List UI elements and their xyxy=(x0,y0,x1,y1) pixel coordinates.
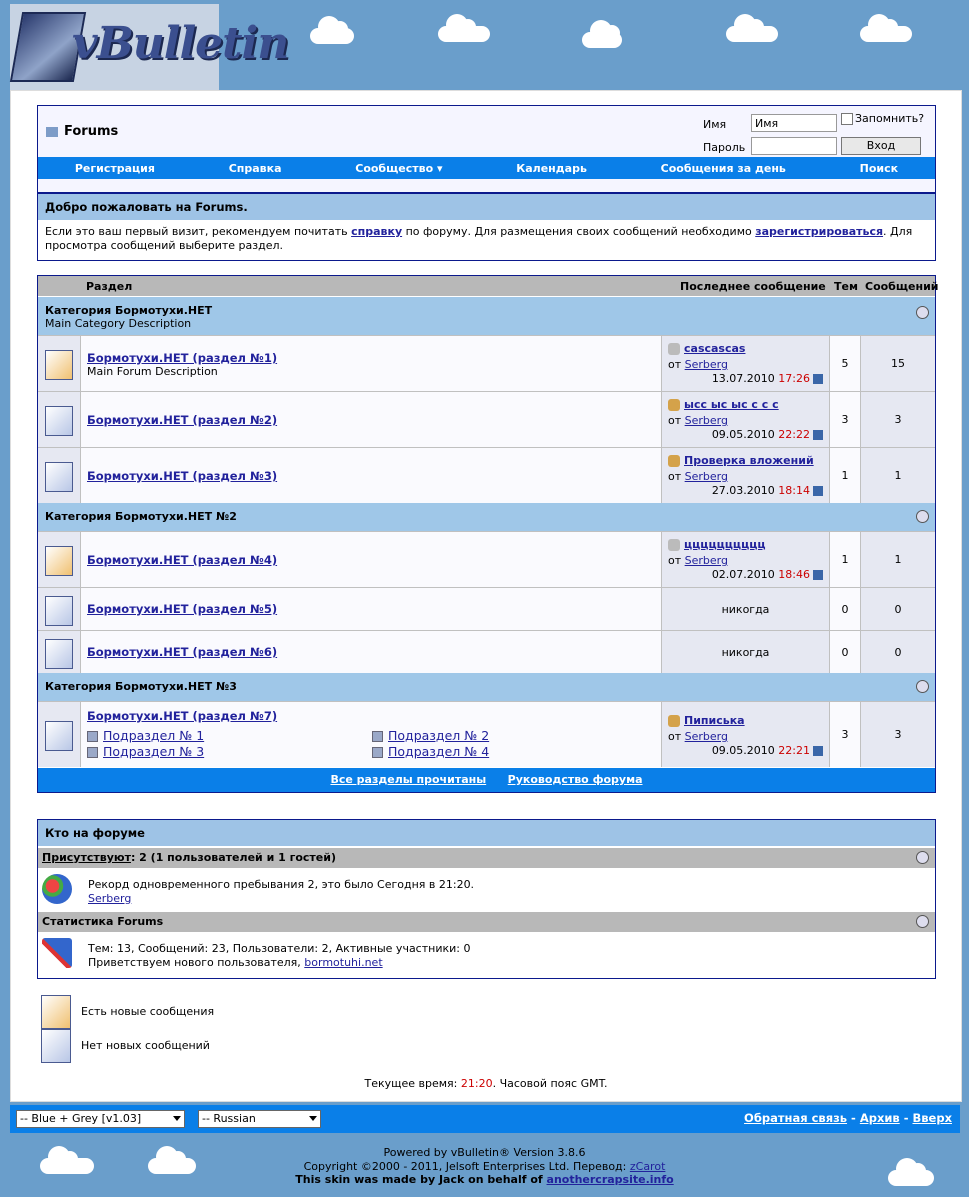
subforum-icon xyxy=(372,747,383,758)
chevron-down-icon xyxy=(309,1116,317,1121)
nav-community[interactable]: Сообщество ▾ xyxy=(355,161,443,175)
post-count: 0 xyxy=(894,602,902,616)
remember-checkbox[interactable] xyxy=(841,113,853,125)
record-user-link[interactable]: Serberg xyxy=(88,892,132,905)
post-icon xyxy=(668,539,680,551)
thread-count: 0 xyxy=(841,645,849,659)
cloud-decoration xyxy=(438,26,490,42)
forum-row: Бормотухи.НЕТ (раздел №7) Подраздел № 1 Подраздел № 2 Подраздел № 3 Подраздел № 4 Пиписька от Serberg 09.05.2010 22:21 3 3 xyxy=(38,701,935,767)
forum-no-new-posts-icon xyxy=(45,406,73,436)
subforum-link: Подраздел № 2 xyxy=(372,728,489,743)
password-input[interactable] xyxy=(751,137,837,155)
thread-count: 1 xyxy=(841,469,849,482)
forum-row: Бормотухи.НЕТ (раздел №1) Main Forum Description cascascas от Serberg 13.07.2010 17:26 5 15 xyxy=(38,335,935,392)
cloud-decoration xyxy=(582,32,622,48)
style-select[interactable]: -- Blue + Grey [v1.03] xyxy=(16,1110,185,1128)
nav-search[interactable]: Поиск xyxy=(859,161,899,175)
go-to-last-post-icon[interactable] xyxy=(813,746,823,756)
category-header xyxy=(38,297,935,335)
no-new-posts-legend-icon xyxy=(41,1029,71,1063)
subforum-icon xyxy=(372,731,383,742)
forum-no-new-posts-icon xyxy=(45,596,73,626)
welcome-title: Добро пожаловать на Forums. xyxy=(38,194,935,220)
subforum-link: Подраздел № 1 xyxy=(87,728,204,743)
category-title[interactable]: Категория Бормотухи.НЕТ xyxy=(45,304,213,317)
forum-new-posts-icon xyxy=(45,350,73,380)
col-threads: Тем xyxy=(834,280,858,293)
stats-row xyxy=(38,912,935,932)
present-link[interactable]: Присутствуют xyxy=(42,851,131,864)
forum-row xyxy=(38,587,935,631)
vbulletin-logo[interactable] xyxy=(10,4,289,90)
last-post-link[interactable]: ысс ыс ыс с с с xyxy=(684,398,779,411)
last-post-link[interactable]: Пиписька xyxy=(684,714,745,727)
forum-footer-links xyxy=(38,768,935,792)
col-last-post: Последнее сообщение xyxy=(680,280,826,293)
subforum-link: Подраздел № 4 xyxy=(372,744,489,759)
record-text: Рекорд одновременного пребывания 2, это было Сегодня в 21:20. xyxy=(88,878,475,891)
bottom-bar xyxy=(10,1105,960,1133)
collapse-icon[interactable] xyxy=(916,915,929,928)
forums-title[interactable]: Forums xyxy=(46,124,118,139)
forum-new-posts-icon xyxy=(45,546,73,576)
forum-home-icon xyxy=(46,127,58,137)
new-posts-legend-icon xyxy=(41,995,71,1029)
forum-list xyxy=(37,275,939,793)
remember-me[interactable]: Запомнить? xyxy=(841,112,924,125)
thread-count: 3 xyxy=(841,727,849,741)
login-form xyxy=(703,110,931,156)
collapse-icon[interactable] xyxy=(916,851,929,864)
bottom-links: Обратная связь - Архив - Вверх xyxy=(744,1111,952,1125)
post-count: 1 xyxy=(894,553,902,566)
whos-online-box: Кто на форуме Присутствуют: 2 (1 пользователей и 1 гостей) Рекорд одновременного пребывания 2, это было Сегодня в 21:20. Serberg Статистика Forums Тем: 13, Сообщений: 23, Пользователи: 2, Активные участники: 0 Приветствуем нового пользователя, bormotuhi.net xyxy=(37,819,936,979)
col-forum: Раздел xyxy=(86,280,133,293)
subforum-icon xyxy=(87,731,98,742)
last-post-never: никогда xyxy=(721,602,770,616)
last-post-link[interactable]: cascascas xyxy=(684,342,746,355)
forum-no-new-posts-icon xyxy=(45,462,73,492)
category-header xyxy=(38,673,935,701)
cloud-decoration xyxy=(310,28,354,44)
register-link[interactable]: зарегистрироваться xyxy=(755,225,884,238)
last-post-never: никогда xyxy=(721,645,770,659)
stats-text: Тем: 13, Сообщений: 23, Пользователи: 2, Активные участники: 0 xyxy=(88,942,471,955)
nav-help[interactable]: Справка xyxy=(228,161,282,175)
forum-title-link[interactable]: Бормотухи.НЕТ (раздел №7) xyxy=(87,709,278,723)
statistics-icon xyxy=(42,938,72,968)
thread-count: 1 xyxy=(841,553,849,566)
last-poster-link[interactable]: Serberg xyxy=(684,554,728,567)
navbar xyxy=(37,105,936,193)
translator-link[interactable]: zCarot xyxy=(629,1159,666,1173)
collapse-icon[interactable] xyxy=(916,510,929,523)
thumbs-up-icon xyxy=(668,399,680,411)
login-button[interactable]: Вход xyxy=(841,137,921,155)
username-label: Имя xyxy=(703,118,727,131)
last-poster-link[interactable]: Serberg xyxy=(684,358,728,371)
thread-count: 3 xyxy=(841,413,849,426)
forum-row: Бормотухи.НЕТ (раздел №4) цццццццццц от Serberg 02.07.2010 18:46 1 1 xyxy=(38,531,935,588)
cloud-decoration xyxy=(726,26,778,42)
help-link[interactable]: справку xyxy=(351,225,403,238)
forum-description: Main Forum Description xyxy=(87,365,218,378)
thread-count: 5 xyxy=(841,357,849,370)
category-title[interactable]: Категория Бормотухи.НЕТ №2 xyxy=(45,510,237,523)
username-input[interactable] xyxy=(751,114,837,132)
forum-leaders-link[interactable]: Руководство форума xyxy=(507,773,643,786)
welcome-text: Если это ваш первый визит, рекомендуем почитать справку по форуму. Для размещения своих сообщений необходимо зарегистрироваться. Для просмотра сообщений выберите раздел. xyxy=(45,225,913,252)
current-time: Текущее время: 21:20. Часовой пояс GMT. xyxy=(364,1077,608,1090)
forum-row: Бормотухи.НЕТ (раздел №3) Проверка вложений от Serberg 27.03.2010 18:14 1 1 xyxy=(38,447,935,504)
nav-links xyxy=(38,157,935,179)
go-to-last-post-icon[interactable] xyxy=(813,570,823,580)
top-link[interactable]: Вверх xyxy=(912,1111,952,1125)
thread-count: 0 xyxy=(841,602,849,616)
cloud-decoration xyxy=(860,26,912,42)
go-to-last-post-icon[interactable] xyxy=(813,374,823,384)
nav-calendar[interactable]: Календарь xyxy=(516,161,587,175)
archive-link[interactable]: Архив xyxy=(859,1111,900,1125)
whos-online-title: Кто на форуме xyxy=(38,820,935,846)
subforum-link: Подраздел № 3 xyxy=(87,744,204,759)
post-count: 0 xyxy=(894,645,902,659)
forum-title-link[interactable]: Бормотухи.НЕТ (раздел №6) xyxy=(87,645,278,659)
password-label: Пароль xyxy=(703,141,746,154)
post-count: 15 xyxy=(891,357,905,370)
last-poster-link[interactable]: Serberg xyxy=(684,414,728,427)
contact-link[interactable]: Обратная связь xyxy=(744,1111,848,1125)
language-select[interactable]: -- Russian xyxy=(198,1110,321,1128)
category-header xyxy=(38,503,935,531)
present-row: Присутствуют: 2 (1 пользователей и 1 гостей) xyxy=(38,848,935,868)
post-icon xyxy=(668,343,680,355)
mark-forums-read-link[interactable]: Все разделы прочитаны xyxy=(330,773,487,786)
nav-new-posts[interactable]: Сообщения за день xyxy=(660,161,786,175)
logo-text: vBulletin xyxy=(72,18,289,69)
powered-by: Powered by vBulletin® Version 3.8.6 xyxy=(383,1146,586,1159)
post-count: 1 xyxy=(894,469,902,482)
thumbs-up-icon xyxy=(668,715,680,727)
forum-title-link[interactable]: Бормотухи.НЕТ (раздел №2) xyxy=(87,413,278,427)
go-to-last-post-icon[interactable] xyxy=(813,430,823,440)
post-count: 3 xyxy=(894,727,902,741)
last-post-link[interactable]: цццццццццц xyxy=(684,538,766,551)
copyright: Powered by vBulletin® Version 3.8.6 Copyright ©2000 - 2011, Jelsoft Enterprises Ltd. Перевод: zCarot This skin was made by Jack on behalf of anothercrapsite.info xyxy=(0,1146,969,1187)
forum-title-link[interactable]: Бормотухи.НЕТ (раздел №3) xyxy=(87,469,278,483)
legend-new-text: Есть новые сообщения xyxy=(81,1005,215,1018)
collapse-icon[interactable] xyxy=(916,680,929,693)
post-count: 3 xyxy=(894,413,902,426)
welcome-box xyxy=(37,193,936,261)
last-poster-link[interactable]: Serberg xyxy=(684,730,728,743)
forum-row xyxy=(38,630,935,674)
last-post-link[interactable]: Проверка вложений xyxy=(684,454,814,467)
newest-user-link[interactable]: bormotuhi.net xyxy=(304,956,383,969)
forum-table-header xyxy=(38,276,939,296)
forum-title-link[interactable]: Бормотухи.НЕТ (раздел №5) xyxy=(87,602,278,616)
forum-title-link[interactable]: Бормотухи.НЕТ (раздел №4) xyxy=(87,553,278,567)
page-container xyxy=(10,90,962,1102)
legend-old-text: Нет новых сообщений xyxy=(81,1039,210,1052)
forum-row: Бормотухи.НЕТ (раздел №2) ысс ыс ыс с с с от Serberg 09.05.2010 22:22 3 3 xyxy=(38,391,935,448)
users-online-icon xyxy=(42,874,72,904)
last-poster-link[interactable]: Serberg xyxy=(684,470,728,483)
collapse-icon[interactable] xyxy=(916,306,929,319)
nav-register[interactable]: Регистрация xyxy=(74,161,155,175)
forum-no-new-posts-icon xyxy=(45,639,73,669)
go-to-last-post-icon[interactable] xyxy=(813,486,823,496)
thumbs-up-icon xyxy=(668,455,680,467)
forum-title-link[interactable]: Бормотухи.НЕТ (раздел №1) xyxy=(87,351,278,365)
stats-title: Статистика Forums xyxy=(42,915,164,928)
skin-author-link[interactable]: anothercrapsite.info xyxy=(546,1173,674,1186)
category-description: Main Category Description xyxy=(45,317,192,330)
forum-no-new-posts-icon xyxy=(45,721,73,751)
chevron-down-icon xyxy=(173,1116,181,1121)
col-posts: Сообщений xyxy=(865,280,939,293)
category-title[interactable]: Категория Бормотухи.НЕТ №3 xyxy=(45,680,237,693)
subforum-icon xyxy=(87,747,98,758)
